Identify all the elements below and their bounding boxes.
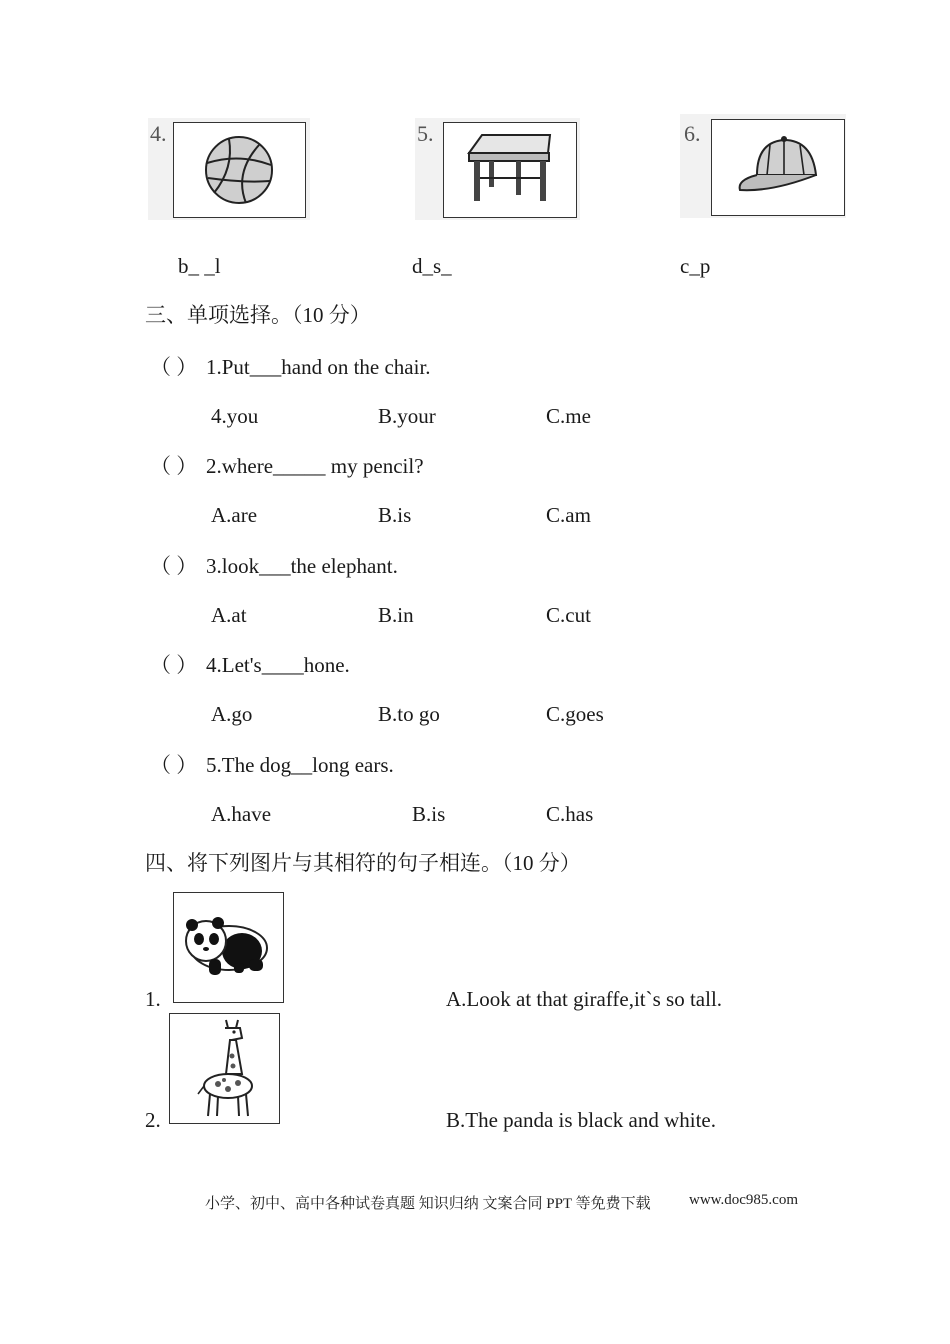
footer-text: 小学、初中、高中各种试卷真题 知识归纳 文案合同 PPT 等免费下载 bbox=[205, 1196, 651, 1212]
panda-icon bbox=[174, 893, 282, 1001]
picture-frame-giraffe[interactable] bbox=[169, 1013, 280, 1124]
option-b[interactable]: B.your bbox=[378, 404, 436, 428]
option-c[interactable]: C.am bbox=[546, 503, 591, 527]
option-a[interactable]: A.are bbox=[211, 503, 258, 527]
option-b[interactable]: B.to go bbox=[378, 702, 440, 726]
option-b[interactable]: B.is bbox=[412, 802, 446, 826]
match-item-number: 2. bbox=[145, 1108, 161, 1132]
option-b[interactable]: B.in bbox=[378, 603, 414, 627]
question-stem: 5.The dog__long ears. bbox=[206, 753, 394, 777]
option-a[interactable]: A.at bbox=[211, 603, 247, 627]
option-c[interactable]: C.me bbox=[546, 404, 591, 428]
footer-url[interactable]: www.doc985.com bbox=[689, 1192, 799, 1208]
picture-number: 4. bbox=[150, 121, 167, 146]
answer-paren[interactable]: （ ） bbox=[150, 554, 198, 578]
option-c[interactable]: C.cut bbox=[546, 603, 591, 627]
option-a[interactable]: 4.you bbox=[211, 404, 259, 428]
spelling-blank-cap[interactable]: c_p bbox=[680, 254, 711, 278]
match-sentence-a[interactable]: A.Look at that giraffe,it`s so tall. bbox=[446, 987, 723, 1011]
question-stem: 3.look___the elephant. bbox=[206, 554, 398, 578]
picture-frame-6 bbox=[711, 119, 845, 216]
option-c[interactable]: C.goes bbox=[546, 702, 604, 726]
spelling-blank-ball[interactable]: b_ _l bbox=[178, 254, 221, 278]
question-stem: 1.Put___hand on the chair. bbox=[206, 355, 431, 379]
basketball-icon bbox=[174, 123, 304, 216]
picture-number: 5. bbox=[417, 121, 434, 146]
spelling-blank-desk[interactable]: d_s_ bbox=[412, 254, 452, 278]
match-sentence-b[interactable]: B.The panda is black and white. bbox=[446, 1108, 717, 1132]
answer-paren[interactable]: （ ） bbox=[150, 454, 198, 478]
answer-paren[interactable]: （ ） bbox=[150, 753, 198, 777]
answer-paren[interactable]: （ ） bbox=[150, 355, 198, 379]
picture-frame-panda[interactable] bbox=[173, 892, 284, 1003]
answer-paren[interactable]: （ ） bbox=[150, 653, 198, 677]
picture-frame-5 bbox=[443, 122, 577, 218]
question-stem: 4.Let's____hone. bbox=[206, 653, 350, 677]
section4-title: 四、将下列图片与其相符的句子相连。（10 分） bbox=[145, 851, 581, 875]
match-item-number: 1. bbox=[145, 987, 161, 1011]
section3-title: 三、单项选择。（10 分） bbox=[145, 303, 371, 327]
cap-icon bbox=[712, 120, 843, 214]
giraffe-icon bbox=[170, 1014, 278, 1122]
question-stem: 2.where_____ my pencil? bbox=[206, 454, 424, 478]
picture-frame-4 bbox=[173, 122, 306, 218]
option-a[interactable]: A.have bbox=[211, 802, 272, 826]
option-a[interactable]: A.go bbox=[211, 702, 253, 726]
desk-icon bbox=[444, 123, 575, 216]
option-c[interactable]: C.has bbox=[546, 802, 594, 826]
option-b[interactable]: B.is bbox=[378, 503, 412, 527]
picture-number: 6. bbox=[684, 121, 701, 146]
